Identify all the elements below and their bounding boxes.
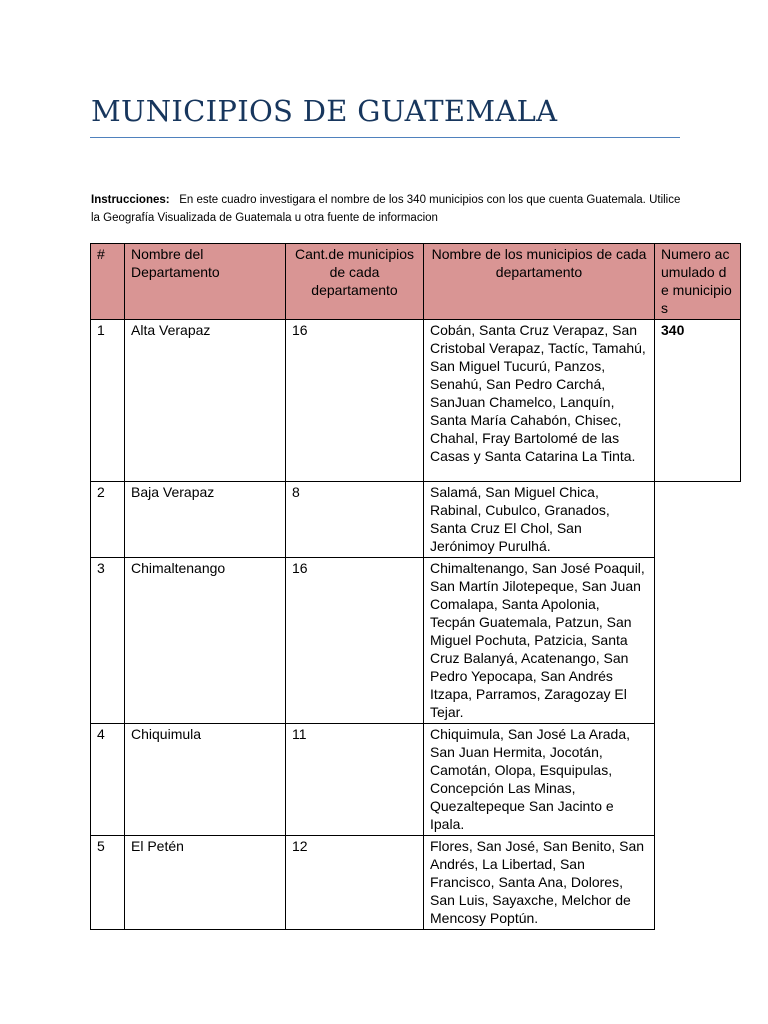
empty-cell — [655, 482, 741, 558]
empty-cell — [655, 836, 741, 930]
row-number: 1 — [91, 320, 125, 482]
title-underline — [90, 137, 680, 138]
instructions-text: En este cuadro investigara el nombre de los 340 municipios con los que cuenta Guatemala. Utilice la Geografía Visualizada de Guatemala u otra fuente de informacion — [91, 194, 681, 224]
row-count: 11 — [286, 724, 424, 836]
table-row — [91, 320, 741, 482]
row-department: Baja Verapaz — [125, 482, 286, 558]
header-number: # — [91, 244, 125, 320]
row-number: 4 — [91, 724, 125, 836]
row-count: 16 — [286, 558, 424, 724]
row-municipios: Chimaltenango, San José Poaquil, San Martín Jilotepeque, San Juan Comalapa, Santa Apolonia, Tecpán Guatemala, Patzun, San Miguel Pochuta, Patzicia, Santa Cruz Balanyá, Acatenango, San Pedro Yepocapa, San Andrés Itzapa, Parramos, Zaragozay El Tejar. — [424, 558, 655, 724]
table-row — [91, 836, 741, 930]
row-department: Alta Verapaz — [125, 320, 286, 482]
row-count: 8 — [286, 482, 424, 558]
instructions — [91, 191, 681, 227]
row-count: 16 — [286, 320, 424, 482]
row-municipios: Flores, San José, San Benito, San Andrés, La Libertad, San Francisco, Santa Ana, Dolores, San Luis, Sayaxche, Melchor de Mencosy Poptún. — [424, 836, 655, 930]
row-municipios: Salamá, San Miguel Chica, Rabinal, Cubulco, Granados, Santa Cruz El Chol, San Jerónimoy Purulhá. — [424, 482, 655, 558]
empty-cell — [655, 558, 741, 724]
header-accumulated: Numero acumulado de municipios — [655, 244, 741, 320]
table-row — [91, 558, 741, 724]
page-title: MUNICIPIOS DE GUATEMALA — [91, 94, 558, 128]
row-municipios: Chiquimula, San José La Arada, San Juan Hermita, Jocotán, Camotán, Olopa, Esquipulas, Concepción Las Minas, Quezaltepeque San Jacinto e Ipala. — [424, 724, 655, 836]
row-accumulated: 340 — [655, 320, 741, 482]
row-number: 2 — [91, 482, 125, 558]
row-department: Chimaltenango — [125, 558, 286, 724]
row-department: Chiquimula — [125, 724, 286, 836]
header-municipios: Nombre de los municipios de cada departamento — [424, 244, 655, 320]
row-number: 3 — [91, 558, 125, 724]
table-header-row — [91, 244, 741, 320]
row-number: 5 — [91, 836, 125, 930]
row-count: 12 — [286, 836, 424, 930]
table-row — [91, 482, 741, 558]
row-municipios: Cobán, Santa Cruz Verapaz, San Cristobal Verapaz, Tactíc, Tamahú, San Miguel Tucurú, Panzos, Senahú, San Pedro Carchá, SanJuan Chamelco, Lanquín, Santa María Cahabón, Chisec, Chahal, Fray Bartolomé de las Casas y Santa Catarina La Tinta. — [424, 320, 655, 482]
row-department: El Petén — [125, 836, 286, 930]
table-row — [91, 724, 741, 836]
empty-cell — [655, 724, 741, 836]
header-department: Nombre del Departamento — [125, 244, 286, 320]
header-count: Cant.de municipios de cada departamento — [286, 244, 424, 320]
instructions-label: Instrucciones: — [91, 194, 170, 206]
municipios-table — [90, 243, 741, 930]
